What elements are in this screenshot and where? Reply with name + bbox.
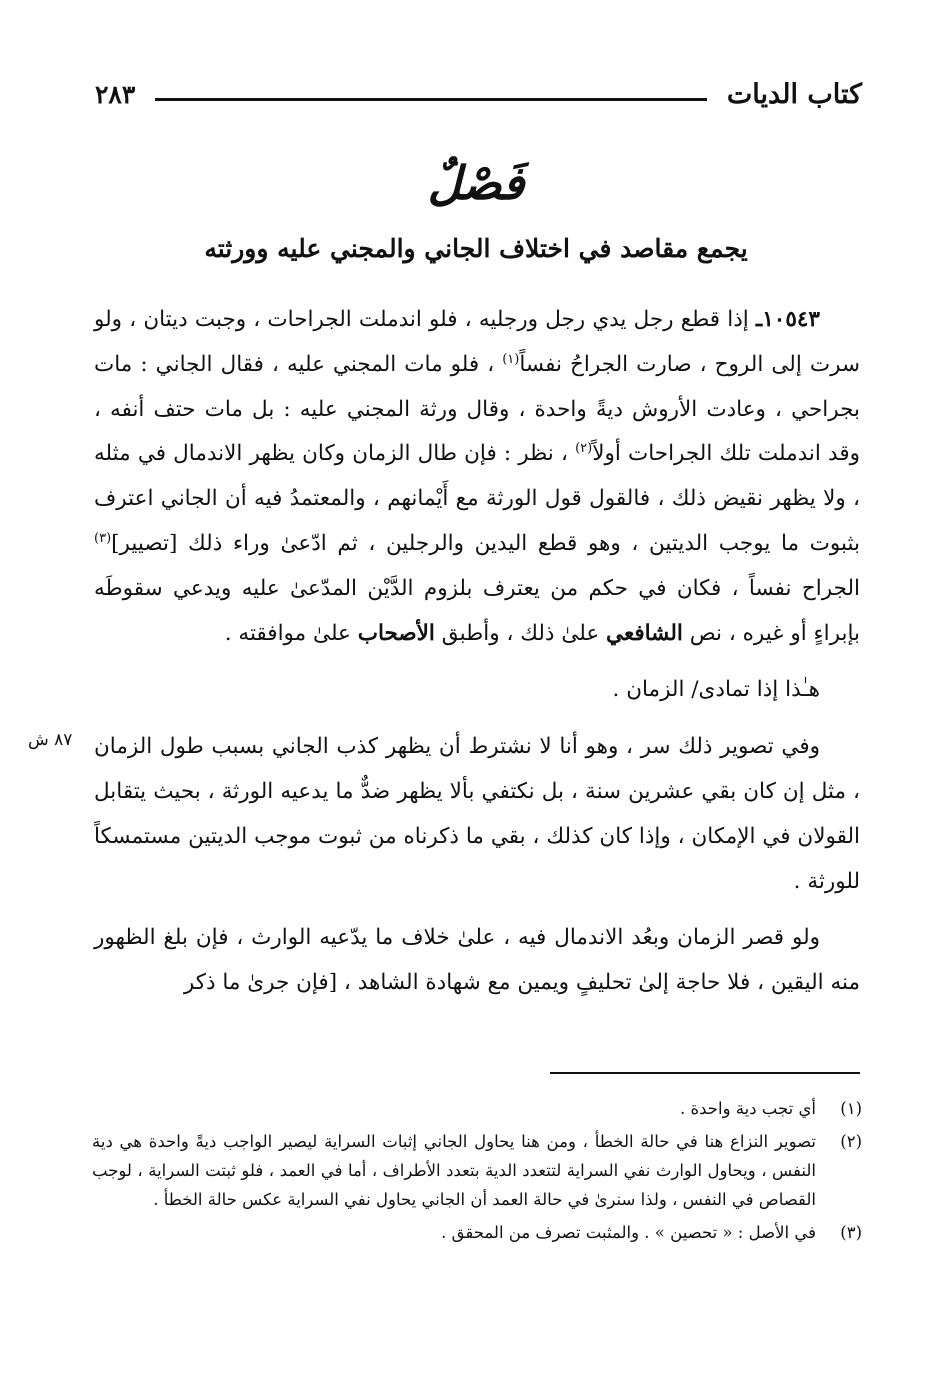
footnote-1 xyxy=(92,1094,862,1123)
paragraph-3: وفي تصوير ذلك سر ، وهو أنا لا نشترط أن يظهر كذب الجاني بسبب طول الزمان ، مثل إن كان بقي عشرين سنة ، بل نكتفي بألا يظهر ضدٌّ ما يدعيه الورثة ، بحيث يتقابل القولان في الإمكان ، وإذا كان كذلك ، بقي ما ذكرناه من ثبوت موجب الديتين مستمسكاً للورثة . xyxy=(94,734,860,894)
paragraph-1 xyxy=(94,298,860,656)
footnote-text: تصوير النزاع هنا في حالة الخطأ ، ومن هنا يحاول الجاني إثبات السراية ليصير الواجب ديةً واحدة هي دية النفس ، ويحاول الوارث نفي السراية لتتعدد الدية بتعدد الأطراف ، أما في العمد ، فلو ثبتت السراية ، لوجب القصاص في النفس ، ولذا سنرىٰ في حالة العمد أن الجاني يحاول نفي السراية عكس حالة الخطأ . xyxy=(92,1132,816,1209)
footnote-ref-3[interactable]: (٣) xyxy=(94,530,112,546)
header-rule xyxy=(155,98,707,101)
footnotes xyxy=(92,1094,862,1247)
name-shafii: الشافعي xyxy=(606,620,683,646)
footnote-ref-1[interactable]: (١) xyxy=(502,351,520,367)
section-heading-ornament: فَصْلٌ xyxy=(427,156,525,210)
footnote-number: (٣) xyxy=(840,1223,862,1242)
text-run: ، نظر : فإن طال الزمان وكان يظهر الاندمال في مثله ، ولا يظهر نقيض ذلك ، فالقول قول الورثة مع أَيْمانهم ، والمعتمدُ فيه أن الجاني اعترف بثبوت ما يوجب الديتين ، وهو قطع اليدين والرجلين ، ثم ادّعىٰ وراء ذلك [تصيير] xyxy=(94,441,860,556)
text-run: علىٰ موافقته . xyxy=(224,620,351,646)
page-header xyxy=(95,72,862,116)
section-title: يجمع مقاصد في اختلاف الجاني والمجني عليه وورثته xyxy=(204,234,748,263)
name-ashab: الأصحاب xyxy=(357,620,435,646)
text-run: إذا قطع رجل يدي رجل ورجليه ، فلو اندملت الجراحات ، وجبت ديتان ، ولو سرت إلى الروح ، صارت الجراحُ نفساً xyxy=(94,307,860,377)
page-number: ٢٨٣ xyxy=(95,79,136,109)
paragraph-4: ولو قصر الزمان وبعُد الاندمال فيه ، علىٰ خلاف ما يدّعيه الوارث ، فإن بلغ الظهور منه اليقين ، فلا حاجة إلىٰ تحليفٍ ويمين مع شهادة الشاهد ، [فإن جرىٰ ما ذكر xyxy=(94,925,860,996)
running-title: كتاب الديات xyxy=(726,78,862,110)
text-run: علىٰ ذلك ، وأطبق xyxy=(441,620,600,646)
issue-number: ١٠٥٤٣ـ xyxy=(755,307,820,332)
footnote-number: (١) xyxy=(840,1099,862,1118)
footnote-divider xyxy=(550,1072,860,1074)
footnote-3 xyxy=(92,1218,862,1247)
main-text xyxy=(94,298,860,1006)
text-run: الجراح نفساً ، فكان في حكم من يعترف بلزوم الدَّيْن المدّعىٰ عليه ويدعي سقوطَه بإبراءٍ أو غيره ، نص xyxy=(94,575,860,646)
footnote-text: أي تجب دية واحدة . xyxy=(679,1099,816,1118)
footnote-2 xyxy=(92,1127,862,1214)
paragraph-2: هـٰذا إذا تمادى/ الزمان . xyxy=(612,677,820,703)
text-run: ، فلو مات المجني عليه ، فقال الجاني : مات بجراحي ، وعادت الأروش ديةً واحدة ، وقال ورثة المجني عليه : بل مات حتف أنفه ، وقد اندملت تلك الجراحات أولاً xyxy=(94,351,860,467)
footnote-ref-2[interactable]: (٢) xyxy=(575,441,593,457)
footnote-text: في الأصل : « تحصين » . والمثبت تصرف من المحقق . xyxy=(441,1223,816,1242)
manuscript-folio-note: ٨٧ ش xyxy=(28,730,73,750)
footnote-number: (٢) xyxy=(840,1132,862,1151)
